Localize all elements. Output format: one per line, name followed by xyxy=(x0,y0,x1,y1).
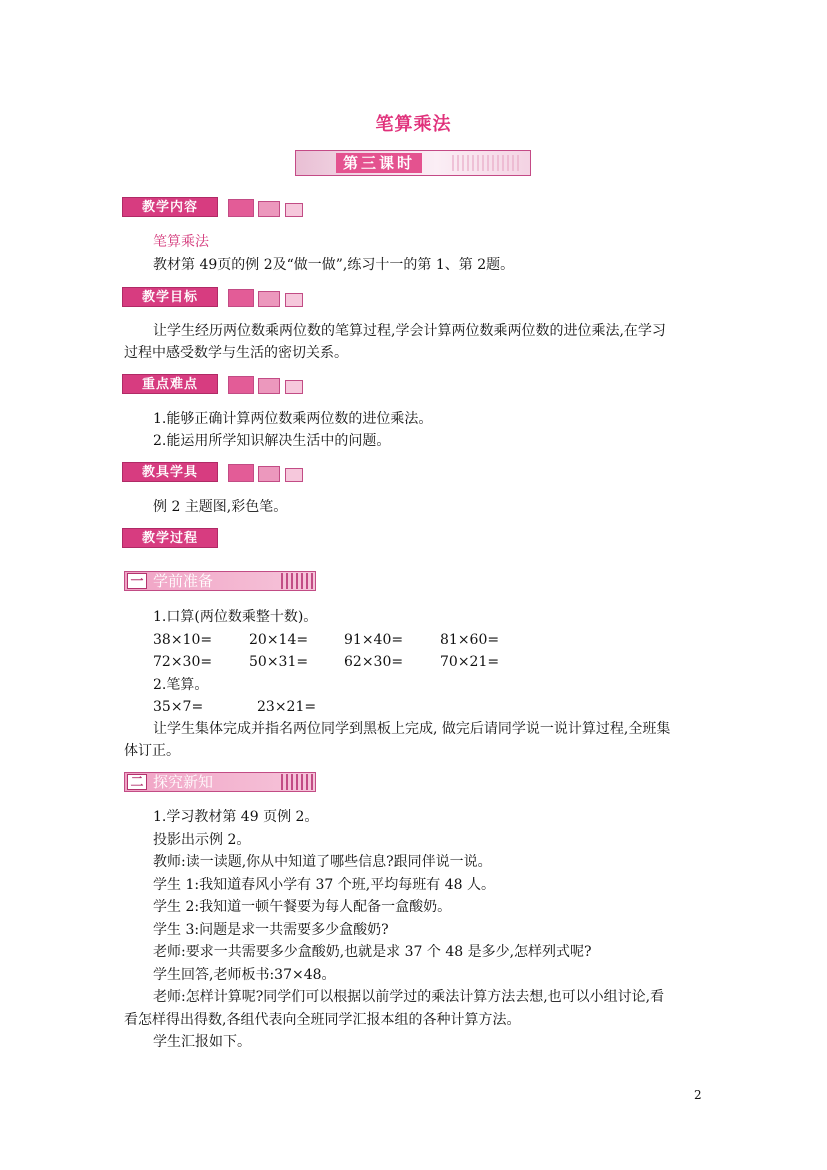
written-item: 23×21= xyxy=(257,699,317,715)
step-label: 探究新知 xyxy=(153,773,214,791)
page-number: 2 xyxy=(694,1088,702,1102)
oral-item: 20×14= xyxy=(249,632,309,648)
step1-note-line-2: 体订正。 xyxy=(124,743,180,759)
step-number: 一 xyxy=(127,573,147,589)
decor-square-icon xyxy=(228,199,254,217)
oral-title: 1.口算(两位数乘整十数)。 xyxy=(153,609,318,625)
tools-text: 例 2 主题图,彩色笔。 xyxy=(153,499,288,515)
step-label: 学前准备 xyxy=(153,572,214,590)
section-label-tools: 教具学具 xyxy=(122,462,218,482)
key-item-1: 1.能够正确计算两位数乘两位数的进位乘法。 xyxy=(153,411,433,427)
banner-stripe-decoration xyxy=(452,155,522,171)
oral-item: 91×40= xyxy=(344,632,404,648)
goal-line-1: 让学生经历两位数乘两位数的笔算过程,学会计算两位数乘两位数的进位乘法,在学习 xyxy=(153,323,666,339)
bar-stripe-decoration xyxy=(281,774,313,790)
explore-line: 看怎样得出得数,各组代表向全班同学汇报本组的各种计算方法。 xyxy=(124,1012,521,1028)
explore-line: 学生回答,老师板书:37×48。 xyxy=(153,967,336,983)
decor-square-icon xyxy=(228,289,254,307)
oral-item: 62×30= xyxy=(344,654,404,670)
explore-line: 老师:要求一共需要多少盒酸奶,也就是求 37 个 48 是多少,怎样列式呢? xyxy=(153,944,592,960)
decor-square-icon xyxy=(228,376,254,394)
explore-line: 学生 3:问题是求一共需要多少盒酸奶? xyxy=(153,922,389,938)
page-title: 笔算乘法 xyxy=(375,114,452,135)
explore-line: 教师:读一读题,你从中知道了哪些信息?跟同伴说一说。 xyxy=(153,854,492,870)
explore-line: 1.学习教材第 49 页例 2。 xyxy=(153,809,319,825)
decor-square-icon xyxy=(285,203,303,217)
content-text: 教材第 49页的例 2及“做一做”,练习十一的第 1、第 2题。 xyxy=(153,257,515,273)
written-title: 2.笔算。 xyxy=(153,677,209,693)
decor-square-icon xyxy=(228,464,254,482)
explore-line: 学生 2:我知道一顿午餐要为每人配备一盒酸奶。 xyxy=(153,899,452,915)
section-label-process: 教学过程 xyxy=(122,528,218,548)
oral-item: 70×21= xyxy=(440,654,500,670)
step1-note-line-1: 让学生集体完成并指名两位同学到黑板上完成, 做完后请同学说一说计算过程,全班集 xyxy=(153,721,671,737)
section-label-goal: 教学目标 xyxy=(122,287,218,307)
step-number: 二 xyxy=(127,774,147,790)
explore-line: 学生汇报如下。 xyxy=(153,1034,251,1050)
decor-square-icon xyxy=(285,468,303,482)
section-label-content: 教学内容 xyxy=(122,197,218,217)
decor-square-icon xyxy=(258,201,280,217)
content-subtitle: 笔算乘法 xyxy=(153,234,209,250)
bar-stripe-decoration xyxy=(281,573,313,589)
explore-line: 老师:怎样计算呢?同学们可以根据以前学过的乘法计算方法去想,也可以小组讨论,看 xyxy=(153,989,665,1005)
explore-line: 投影出示例 2。 xyxy=(153,832,251,848)
lesson-label: 第三课时 xyxy=(336,153,422,173)
step-bar-explore xyxy=(124,772,316,792)
lesson-banner xyxy=(295,150,531,176)
key-item-2: 2.能运用所学知识解决生活中的问题。 xyxy=(153,433,391,449)
decor-square-icon xyxy=(285,380,303,394)
goal-line-2: 过程中感受数学与生活的密切关系。 xyxy=(124,345,348,361)
oral-item: 81×60= xyxy=(440,632,500,648)
step-bar-prepare xyxy=(124,571,316,591)
decor-square-icon xyxy=(258,378,280,394)
decor-square-icon xyxy=(258,466,280,482)
oral-item: 38×10= xyxy=(153,632,213,648)
written-item: 35×7= xyxy=(153,699,204,715)
oral-item: 50×31= xyxy=(249,654,309,670)
decor-square-icon xyxy=(258,291,280,307)
oral-item: 72×30= xyxy=(153,654,213,670)
decor-square-icon xyxy=(285,293,303,307)
explore-line: 学生 1:我知道春风小学有 37 个班,平均每班有 48 人。 xyxy=(153,877,495,893)
section-label-key: 重点难点 xyxy=(122,374,218,394)
